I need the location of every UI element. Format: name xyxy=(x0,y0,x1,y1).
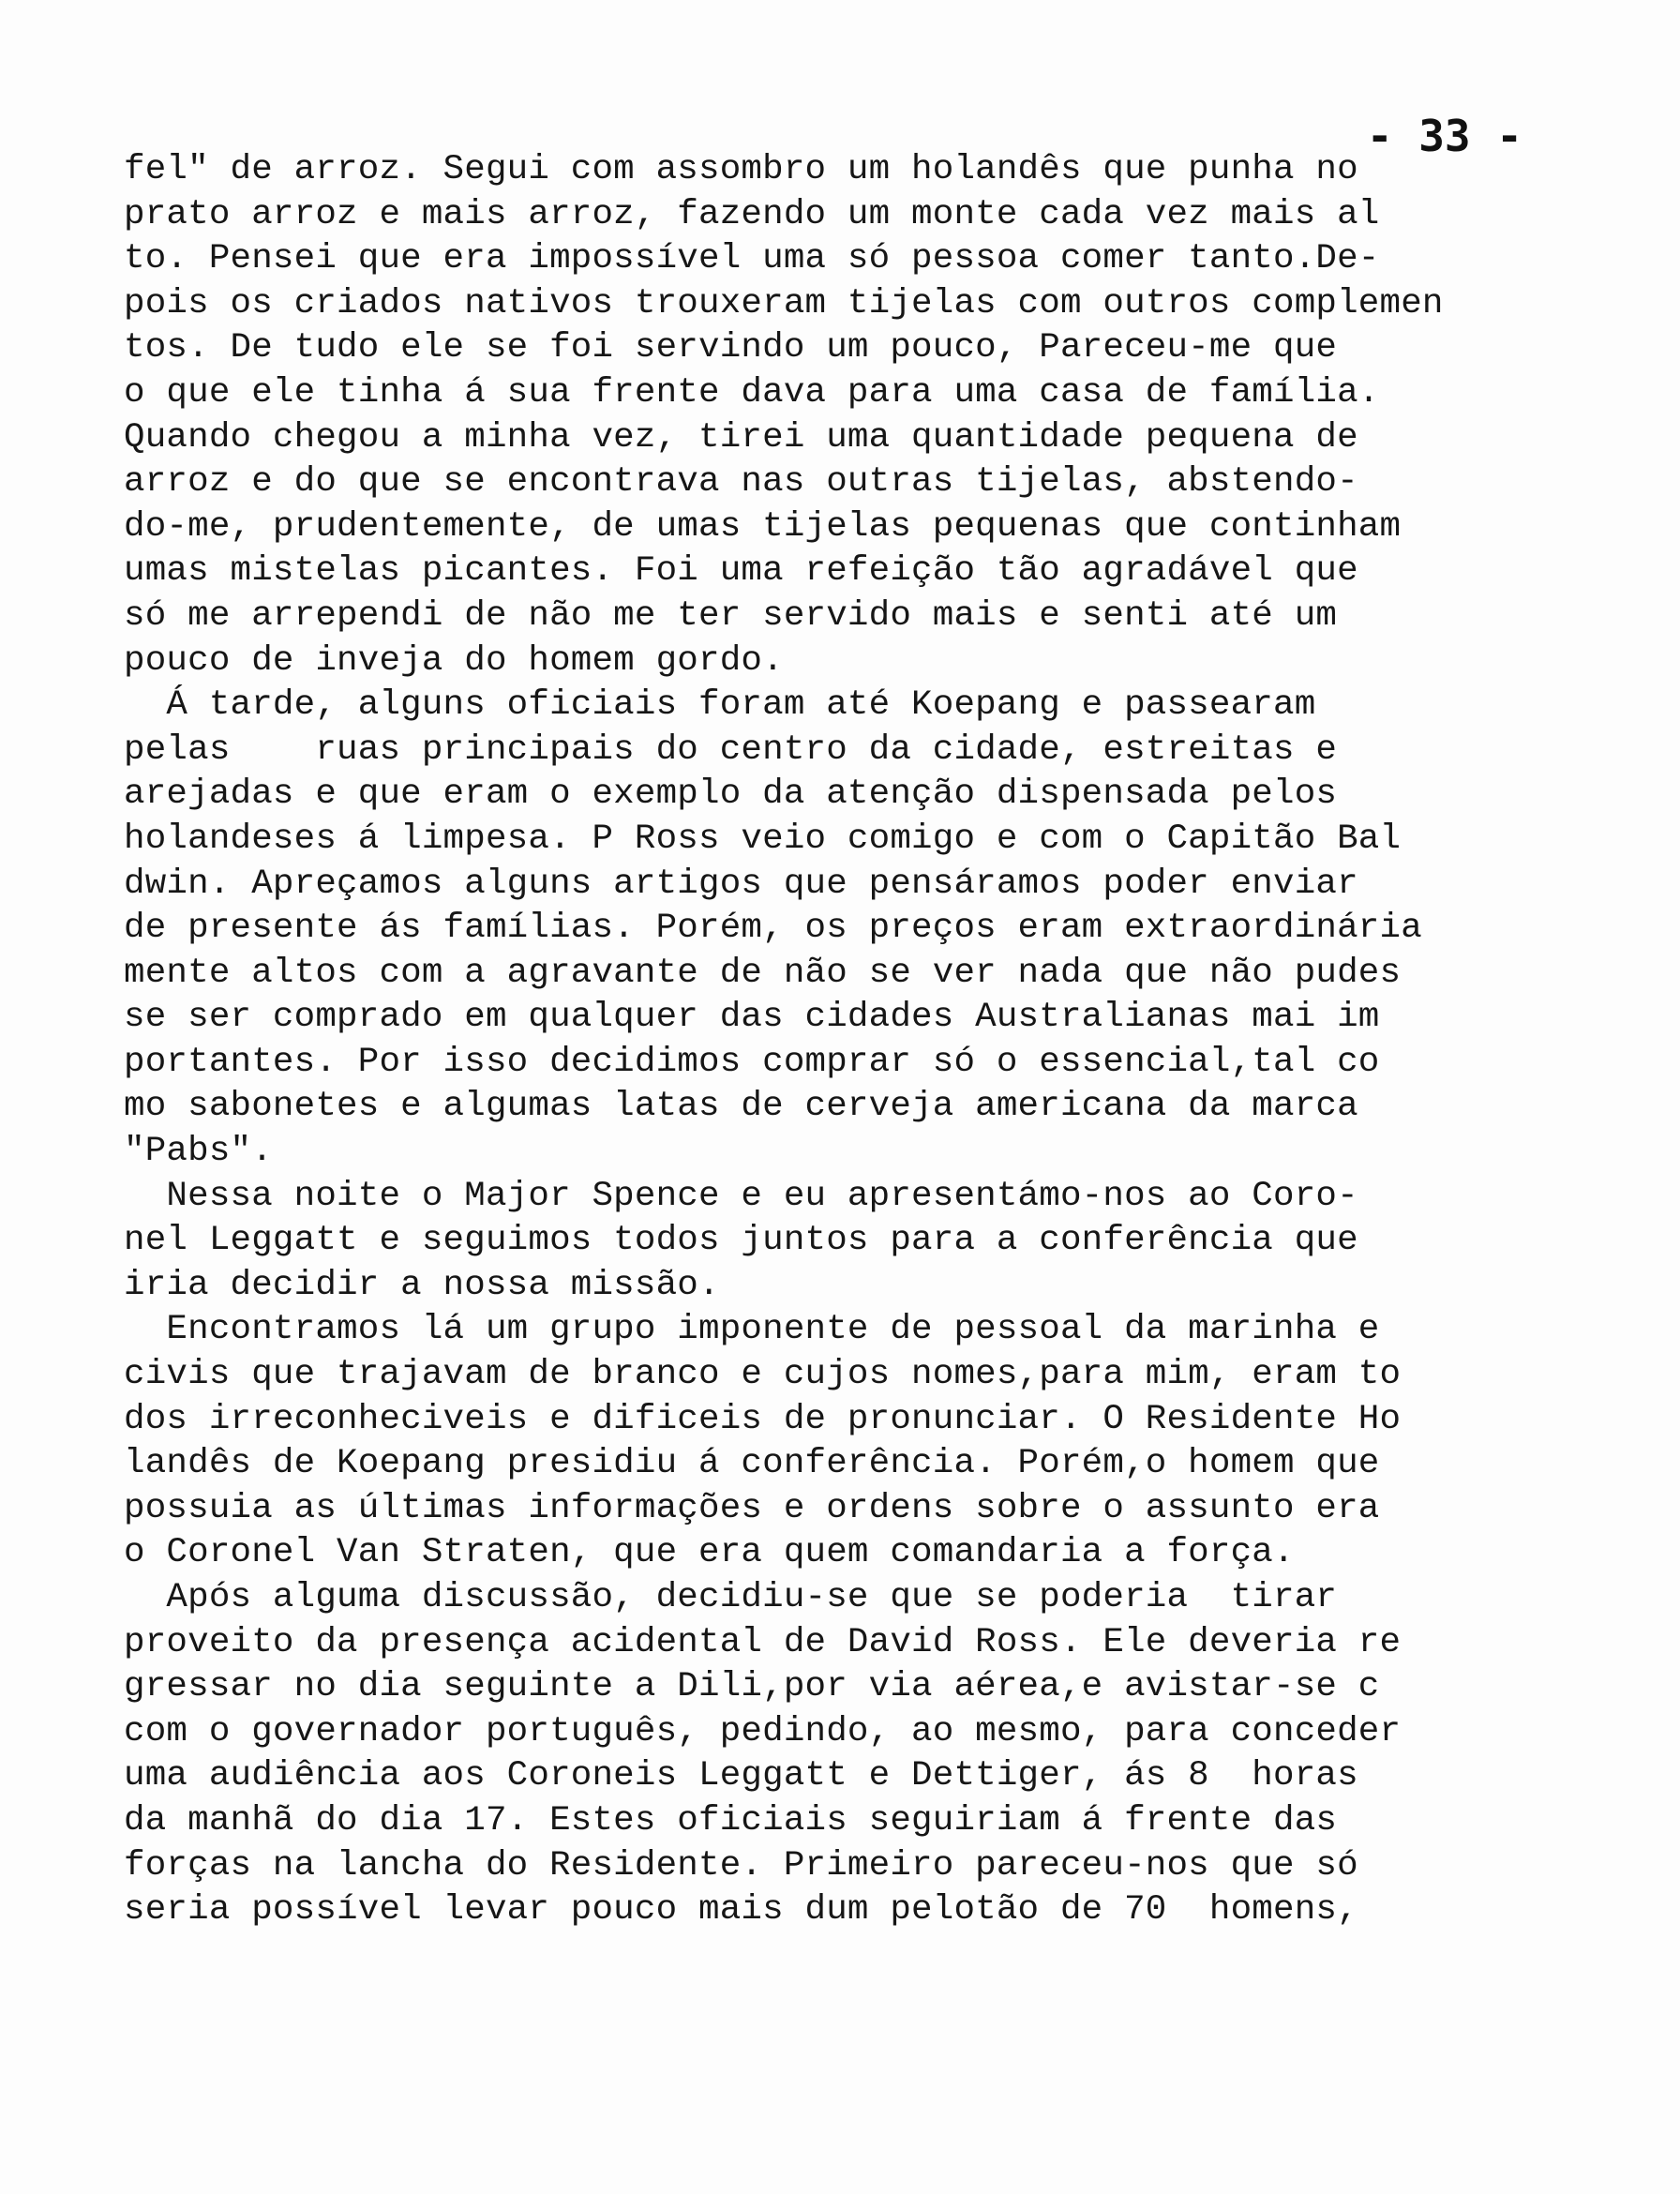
text-line: mente altos com a agravante de não se ver nada que não pudes xyxy=(124,953,1402,993)
text-line: se ser comprado em qualquer das cidades Australianas mai im xyxy=(124,998,1380,1038)
text-line: umas mistelas picantes. Foi uma refeição tão agradável que xyxy=(124,551,1358,592)
text-line: mo sabonetes e algumas latas de cerveja americana da marca xyxy=(124,1087,1358,1127)
text-line: possuia as últimas informações e ordens sobre o assunto era xyxy=(124,1488,1380,1528)
text-line: Após alguma discussão, decidiu-se que se poderia tirar xyxy=(124,1578,1338,1617)
text-line: to. Pensei que era impossível uma só pessoa comer tanto.De- xyxy=(124,239,1380,279)
text-line: o Coronel Van Straten, que era quem comandaria a força. xyxy=(124,1533,1295,1573)
text-line: prato arroz e mais arroz, fazendo um monte cada vez mais al xyxy=(124,194,1380,234)
text-line: uma audiência aos Coroneis Leggatt e Dettiger, ás 8 horas xyxy=(124,1756,1358,1796)
text-line: de presente ás famílias. Porém, os preços eram extraordinária xyxy=(124,909,1422,949)
text-line: iria decidir a nossa missão. xyxy=(124,1265,720,1305)
text-line: proveito da presença acidental de David Ross. Ele deveria re xyxy=(124,1622,1402,1662)
text-line: tos. De tudo ele se foi servindo um pouco, Pareceu-me que xyxy=(124,328,1338,368)
text-line: o que ele tinha á sua frente dava para uma casa de família. xyxy=(124,372,1380,413)
text-line: gressar no dia seguinte a Dili,por via aérea,e avistar-se c xyxy=(124,1667,1380,1707)
text-line: arejadas e que eram o exemplo da atenção dispensada pelos xyxy=(124,774,1338,815)
text-line: Nessa noite o Major Spence e eu apresentámo-nos ao Coro- xyxy=(124,1176,1358,1216)
text-line: Encontramos lá um grupo imponente de pessoal da marinha e xyxy=(124,1310,1380,1350)
text-line: dwin. Apreçamos alguns artigos que pensáramos poder enviar xyxy=(124,864,1358,904)
body-text xyxy=(124,148,1530,1933)
text-line: nel Leggatt e seguimos todos juntos para a conferência que xyxy=(124,1221,1358,1261)
text-line: landês de Koepang presidiu á conferência. Porém,o homem que xyxy=(124,1444,1380,1484)
text-line: arroz e do que se encontrava nas outras tijelas, abstendo- xyxy=(124,462,1358,503)
text-line: holandeses á limpesa. P Ross veio comigo e com o Capitão Bal xyxy=(124,819,1402,859)
text-line: civis que trajavam de branco e cujos nomes,para mim, eram to xyxy=(124,1355,1402,1395)
text-line: portantes. Por isso decidimos comprar só o essencial,tal co xyxy=(124,1042,1380,1082)
text-line: Quando chegou a minha vez, tirei uma quantidade pequena de xyxy=(124,417,1358,458)
text-line: só me arrependi de não me ter servido mais e senti até um xyxy=(124,595,1338,636)
page-number: - 33 - xyxy=(1366,111,1522,161)
text-line: pois os criados nativos trouxeram tijelas com outros complemen xyxy=(124,283,1444,323)
text-line: da manhã do dia 17. Estes oficiais seguiriam á frente das xyxy=(124,1800,1338,1841)
text-line: fel" de arroz. Segui com assombro um holandês que punha no xyxy=(124,150,1358,189)
text-line: do-me, prudentemente, de umas tijelas pequenas que continham xyxy=(124,506,1402,547)
text-line: dos irreconheciveis e dificeis de pronunciar. O Residente Ho xyxy=(124,1399,1402,1439)
text-line: forças na lancha do Residente. Primeiro pareceu-nos que só xyxy=(124,1845,1358,1886)
text-line: pelas ruas principais do centro da cidade, estreitas e xyxy=(124,729,1338,770)
text-line: Á tarde, alguns oficiais foram até Koepang e passearam xyxy=(124,685,1316,726)
text-line: com o governador português, pedindo, ao mesmo, para conceder xyxy=(124,1711,1402,1751)
text-line: pouco de inveja do homem gordo. xyxy=(124,640,784,681)
text-line: "Pabs". xyxy=(124,1132,273,1172)
text-line: seria possível levar pouco mais dum pelotão de 70 homens, xyxy=(124,1890,1358,1931)
